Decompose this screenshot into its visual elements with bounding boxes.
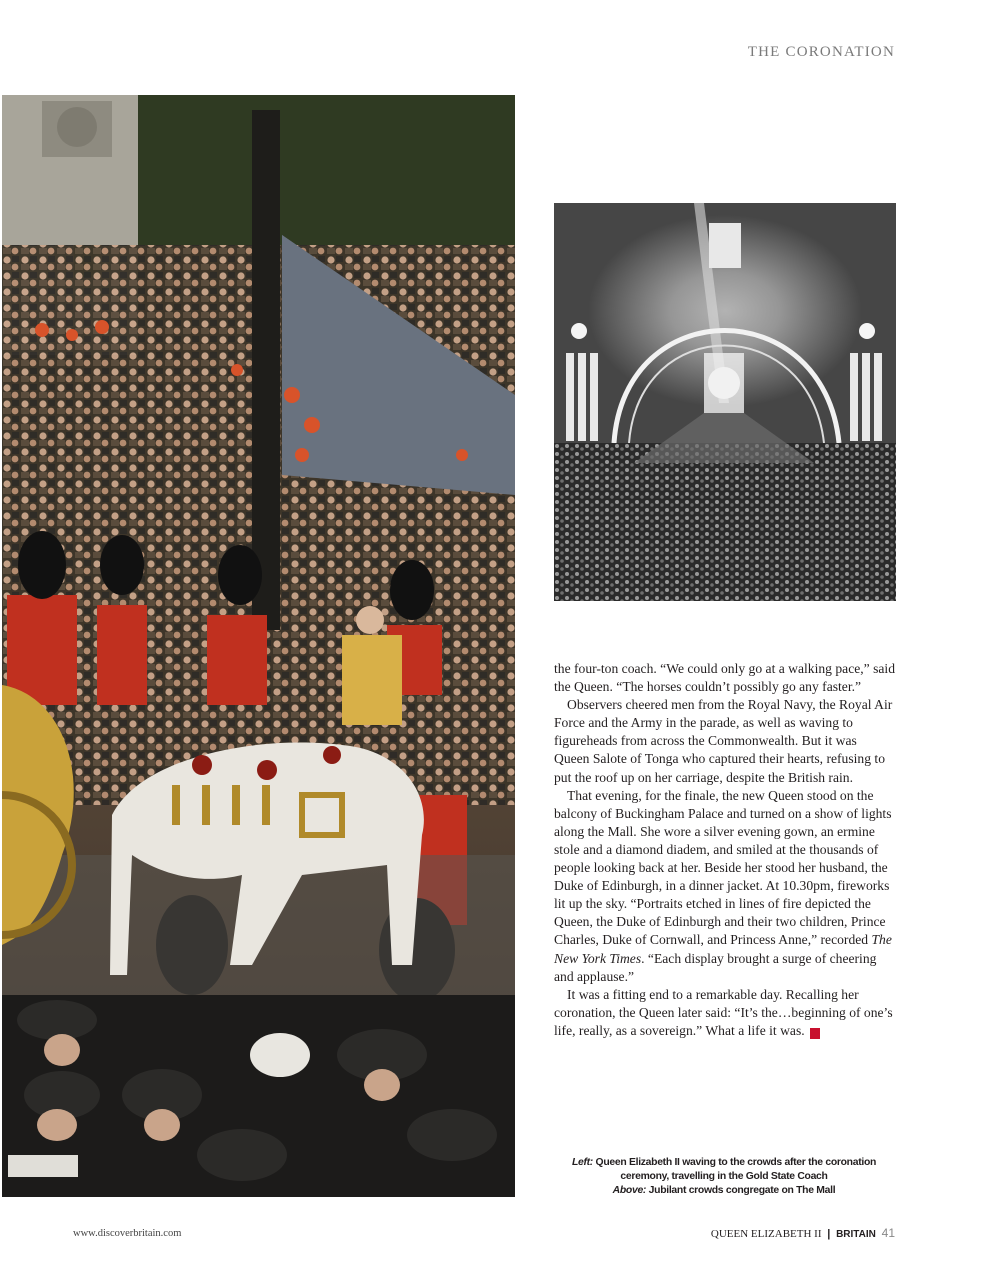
caption-left [556, 1156, 892, 1184]
caption-above [556, 1184, 892, 1198]
article-paragraph [554, 986, 895, 1040]
footer-publication: BRITAIN [836, 1229, 876, 1240]
end-mark-icon: B [810, 1028, 820, 1039]
article-body [554, 660, 895, 1040]
article-paragraph-text: It was a fitting end to a remarkable day. Recalling her coronation, the Queen later said: “It’s the…beginning of one’s life, really, as a sovereign.” What a life it was. [554, 986, 893, 1038]
article-paragraph [554, 787, 895, 986]
caption-above-label: Above: [612, 1185, 647, 1196]
coronation-procession-photo [2, 95, 515, 1197]
page-number: 41 [881, 1226, 895, 1240]
article-paragraph: the four-ton coach. “We could only go at a walking pace,” said the Queen. “The horses couldn’t possibly go any faster.” [554, 661, 895, 695]
caption-left-text: Queen Elizabeth II waving to the crowds after the coronation ceremony, travelling in the Gold State Coach [592, 1157, 877, 1182]
footer-issue: QUEEN ELIZABETH II [710, 1228, 822, 1240]
section-title: THE CORONATION [747, 44, 895, 60]
caption-above-text: Jubilant crowds congregate on The Mall [646, 1185, 836, 1196]
the-mall-illuminations-photo [554, 203, 896, 601]
article-paragraph: Observers cheered men from the Royal Navy, the Royal Air Force and the Army in the parade, as well as waving to figureheads from across the Commonwealth. But it was Queen Salote of Tonga who captured their hearts, refusing to put the roof up on her carriage, despite the British rain. [554, 697, 893, 785]
footer-website-link[interactable]: www.discoverbritain.com [73, 1228, 182, 1239]
publication-title: The New York Times [554, 932, 892, 966]
article-paragraph-text: That evening, for the finale, the new Queen stood on the balcony of Buckingham Palace and turned on a show of lights along the Mall. She wore a silver evening gown, an ermine stole and a diamond diadem, and smiled at the thousands of people looking back at her. Beside her stood her husband, the Duke of Edinburgh, in a dinner jacket. At 10.30pm, fireworks lit up the sky. “Portraits etched in lines of fire depicted the Queen, the Duke of Edinburgh and their two children, Prince Charles, Duke of Cornwall, and Princess Anne,” recorded [554, 787, 892, 948]
article-paragraph-tail: . “Each display brought a surge of cheering and applause.” [554, 950, 877, 984]
photo-caption [556, 1156, 892, 1198]
footer-separator: | [827, 1228, 831, 1240]
caption-left-label: Left: [571, 1157, 593, 1168]
footer-folio [711, 1226, 895, 1240]
